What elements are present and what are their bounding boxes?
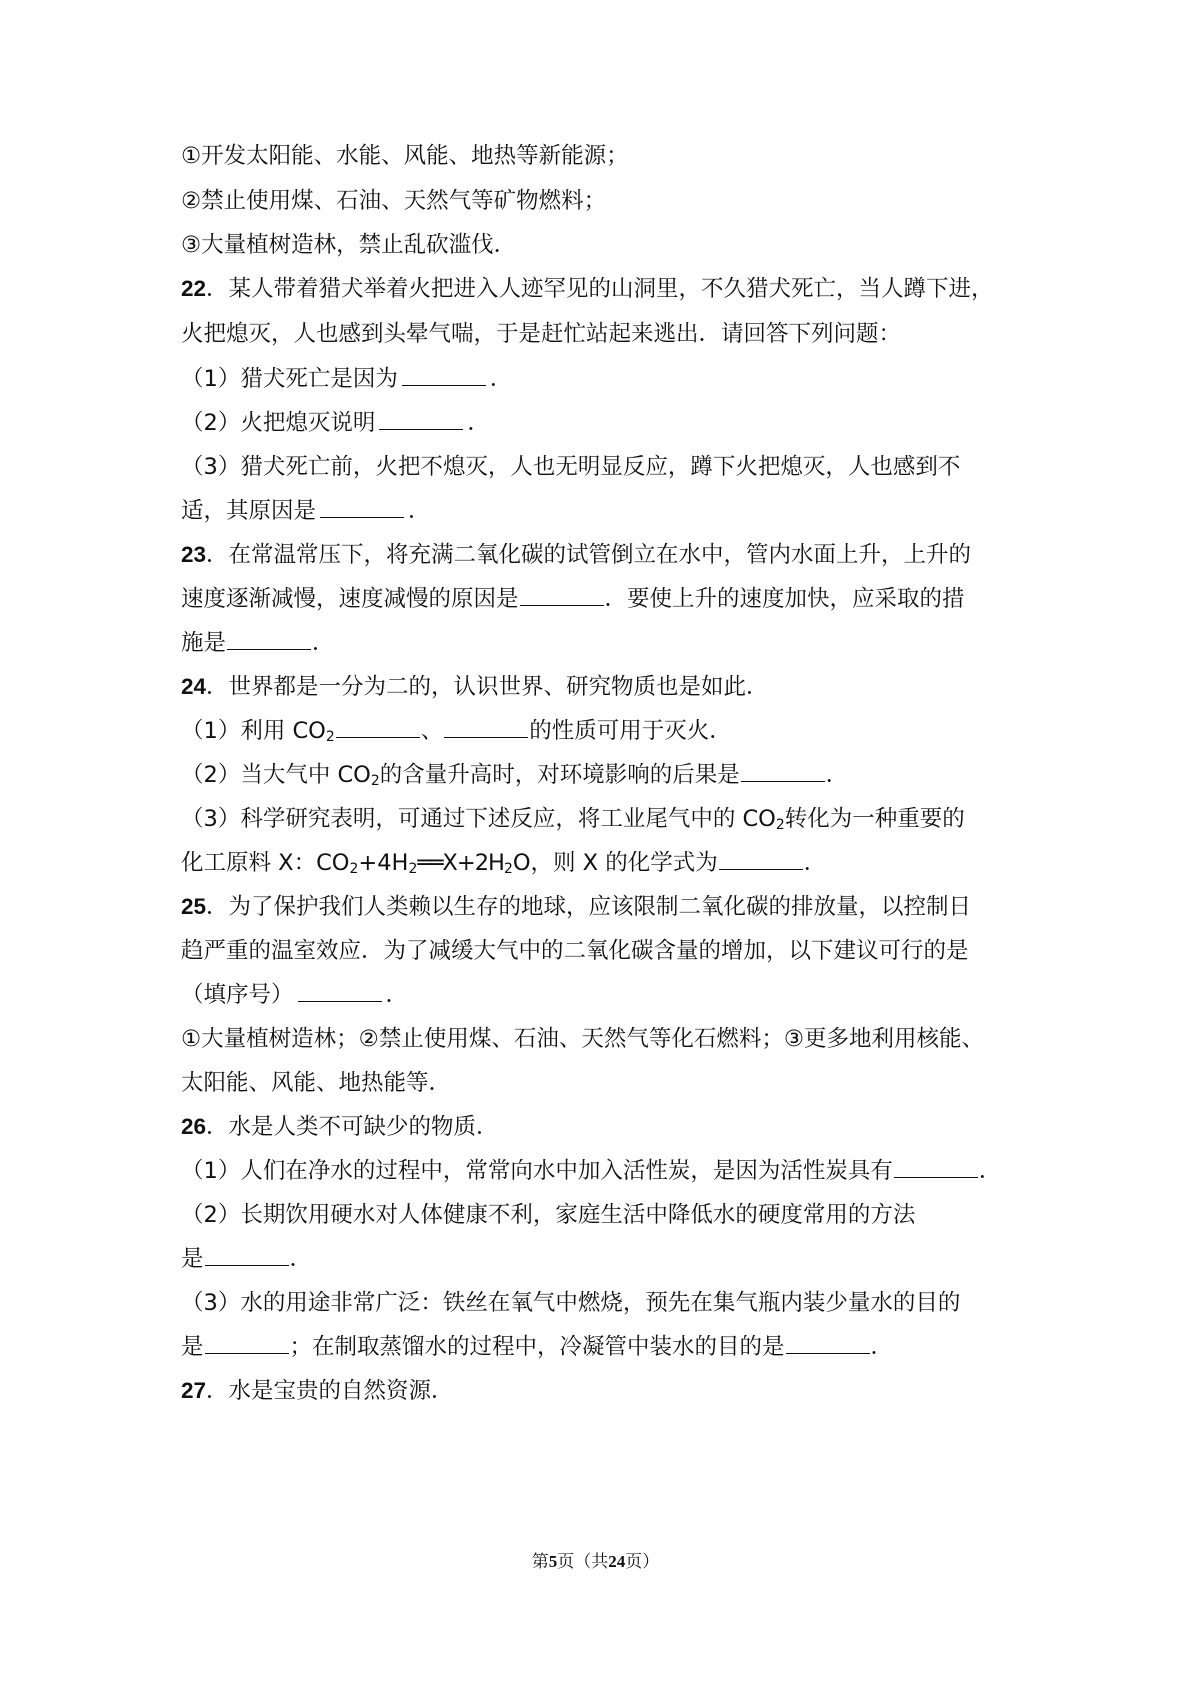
- answer-blank[interactable]: [336, 736, 420, 738]
- text: ．: [803, 850, 827, 876]
- text: （1）利用 CO: [181, 718, 326, 744]
- answer-blank[interactable]: [520, 604, 604, 606]
- text: O，则 X 的化学式为: [512, 850, 718, 876]
- question-number: 24: [181, 674, 207, 699]
- answer-blank[interactable]: [205, 1264, 289, 1266]
- text: （1）人们在净水的过程中，常常向水中加入活性炭，是因为活性炭具有: [181, 1158, 893, 1184]
- question-line: [181, 496, 1021, 526]
- question-number: 25: [181, 894, 207, 919]
- answer-blank[interactable]: [786, 1352, 870, 1354]
- text: 速度逐渐减慢，速度减慢的原因是: [181, 586, 519, 612]
- answer-blank[interactable]: [298, 1000, 382, 1002]
- text: 趋严重的温室效应．为了减缓大气中的二氧化碳含量的增加，以下建议可行的是: [181, 938, 969, 964]
- text: （2）长期饮用硬水对人体健康不利，家庭生活中降低水的硬度常用的方法: [181, 1202, 916, 1228]
- answer-blank[interactable]: [741, 780, 825, 782]
- question-line: [181, 584, 1021, 614]
- text: （3）水的用途非常广泛：铁丝在氧气中燃烧，预先在集气瓶内装少量水的目的: [181, 1290, 961, 1316]
- text: （3）科学研究表明，可通过下述反应，将工业尾气中的 CO: [181, 806, 776, 832]
- footer-text: 页）: [625, 1552, 660, 1572]
- text: 火把熄灭，人也感到头晕气喘，于是赶忙站起来逃出．请回答下列问题：: [181, 321, 902, 347]
- question-26: [181, 1112, 1021, 1142]
- total-pages: 24: [608, 1552, 626, 1571]
- sub-question: [181, 1288, 1021, 1318]
- footer-text: 第: [531, 1552, 549, 1572]
- text: ．在常温常压下，将充满二氧化碳的试管倒立在水中，管内水面上升，上升的: [206, 542, 972, 568]
- sub-question: [181, 716, 1021, 746]
- text: +4H: [358, 850, 409, 876]
- text: ．要使上升的速度加快，应采取的措: [604, 586, 965, 612]
- text: ．世界都是一分为二的，认识世界、研究物质也是如此．: [206, 674, 769, 700]
- subscript: 2: [370, 773, 380, 790]
- page-number: 5: [548, 1552, 558, 1571]
- text: ．: [825, 762, 849, 788]
- question-number: 27: [181, 1378, 207, 1403]
- text: 是: [181, 1246, 204, 1272]
- text: （2）当大气中 CO: [181, 762, 371, 788]
- text: ．水是人类不可缺少的物质．: [206, 1114, 499, 1140]
- text: ．: [312, 630, 335, 656]
- option-line: [181, 1068, 1021, 1098]
- question-25: [181, 892, 1021, 922]
- question-line: [181, 628, 1021, 658]
- answer-blank[interactable]: [444, 736, 528, 738]
- question-line: [181, 1244, 1021, 1274]
- option-line: [181, 186, 1021, 216]
- sub-question: [181, 408, 1021, 438]
- text: ．: [289, 1246, 313, 1272]
- text: ．水是宝贵的自然资源．: [206, 1378, 454, 1404]
- text: （填序号）: [181, 982, 294, 1008]
- answer-blank[interactable]: [379, 428, 463, 430]
- text: 是: [181, 1334, 204, 1360]
- question-number: 23: [181, 542, 207, 567]
- sub-question: [181, 452, 1021, 482]
- text: ①开发太阳能、水能、风能、地热等新能源；: [181, 143, 629, 169]
- text: （2）火把熄灭说明: [181, 410, 376, 436]
- question-line: [181, 319, 1021, 349]
- text: 化工原料 X：CO: [181, 850, 350, 876]
- question-line: [181, 1332, 1021, 1362]
- text: ．: [467, 410, 490, 436]
- text: ．: [870, 1334, 894, 1360]
- text: ══X+2H: [417, 850, 504, 876]
- text: ．: [385, 982, 409, 1008]
- page-footer: [0, 1547, 1191, 1572]
- text: 太阳能、风能、地热能等．: [181, 1070, 452, 1096]
- option-line: [181, 1024, 1021, 1054]
- subscript: 2: [408, 861, 418, 878]
- answer-blank[interactable]: [320, 516, 404, 518]
- text: 施是: [181, 630, 227, 656]
- text: ③大量植树造林，禁止乱砍滥伐．: [181, 232, 517, 258]
- sub-question: [181, 1156, 1021, 1186]
- question-23: [181, 540, 1021, 570]
- text: 适，其原因是: [181, 498, 317, 524]
- text: 、: [420, 718, 444, 744]
- text: ．: [978, 1158, 1002, 1184]
- question-line: [181, 936, 1021, 966]
- footer-text: 页（共: [557, 1552, 609, 1572]
- text: ．某人带着猎犬举着火把进入人迹罕见的山洞里，不久猎犬死亡，当人蹲下进，: [206, 276, 994, 302]
- answer-blank[interactable]: [227, 648, 311, 650]
- text: ．为了保护我们人类赖以生存的地球，应该限制二氧化碳的排放量，以控制日: [206, 894, 972, 920]
- text: ②禁止使用煤、石油、天然气等矿物燃料；: [181, 188, 607, 214]
- subscript: 2: [325, 729, 335, 746]
- subscript: 2: [349, 861, 359, 878]
- text: 的含量升高时，对环境影响的后果是: [379, 762, 740, 788]
- text: （1）猎犬死亡是因为: [181, 366, 398, 392]
- sub-question: [181, 760, 1021, 790]
- text: ；在制取蒸馏水的过程中，冷凝管中装水的目的是: [289, 1334, 785, 1360]
- question-line: [181, 980, 1021, 1010]
- question-line: [181, 848, 1021, 878]
- text: ．: [408, 498, 431, 524]
- question-number: 26: [181, 1114, 207, 1139]
- question-24: [181, 672, 1021, 702]
- option-line: [181, 230, 1021, 260]
- option-line: [181, 141, 1021, 171]
- sub-question: [181, 364, 1021, 394]
- question-number: 22: [181, 276, 207, 301]
- question-27: [181, 1376, 1021, 1406]
- text: 的性质可用于灭火．: [529, 718, 732, 744]
- subscript: 2: [775, 817, 785, 834]
- sub-question: [181, 1200, 1021, 1230]
- subscript: 2: [503, 861, 513, 878]
- text: ①大量植树造林；②禁止使用煤、石油、天然气等化石燃料；③更多地利用核能、: [181, 1026, 985, 1052]
- answer-blank[interactable]: [719, 868, 803, 870]
- answer-blank[interactable]: [205, 1352, 289, 1354]
- answer-blank[interactable]: [894, 1176, 978, 1178]
- question-22: [181, 274, 1021, 304]
- text: ．: [489, 366, 513, 392]
- text: 转化为一种重要的: [784, 806, 965, 832]
- sub-question: [181, 804, 1021, 834]
- text: （3）猎犬死亡前，火把不熄灭，人也无明显反应，蹲下火把熄灭，人也感到不: [181, 454, 961, 480]
- answer-blank[interactable]: [402, 384, 486, 386]
